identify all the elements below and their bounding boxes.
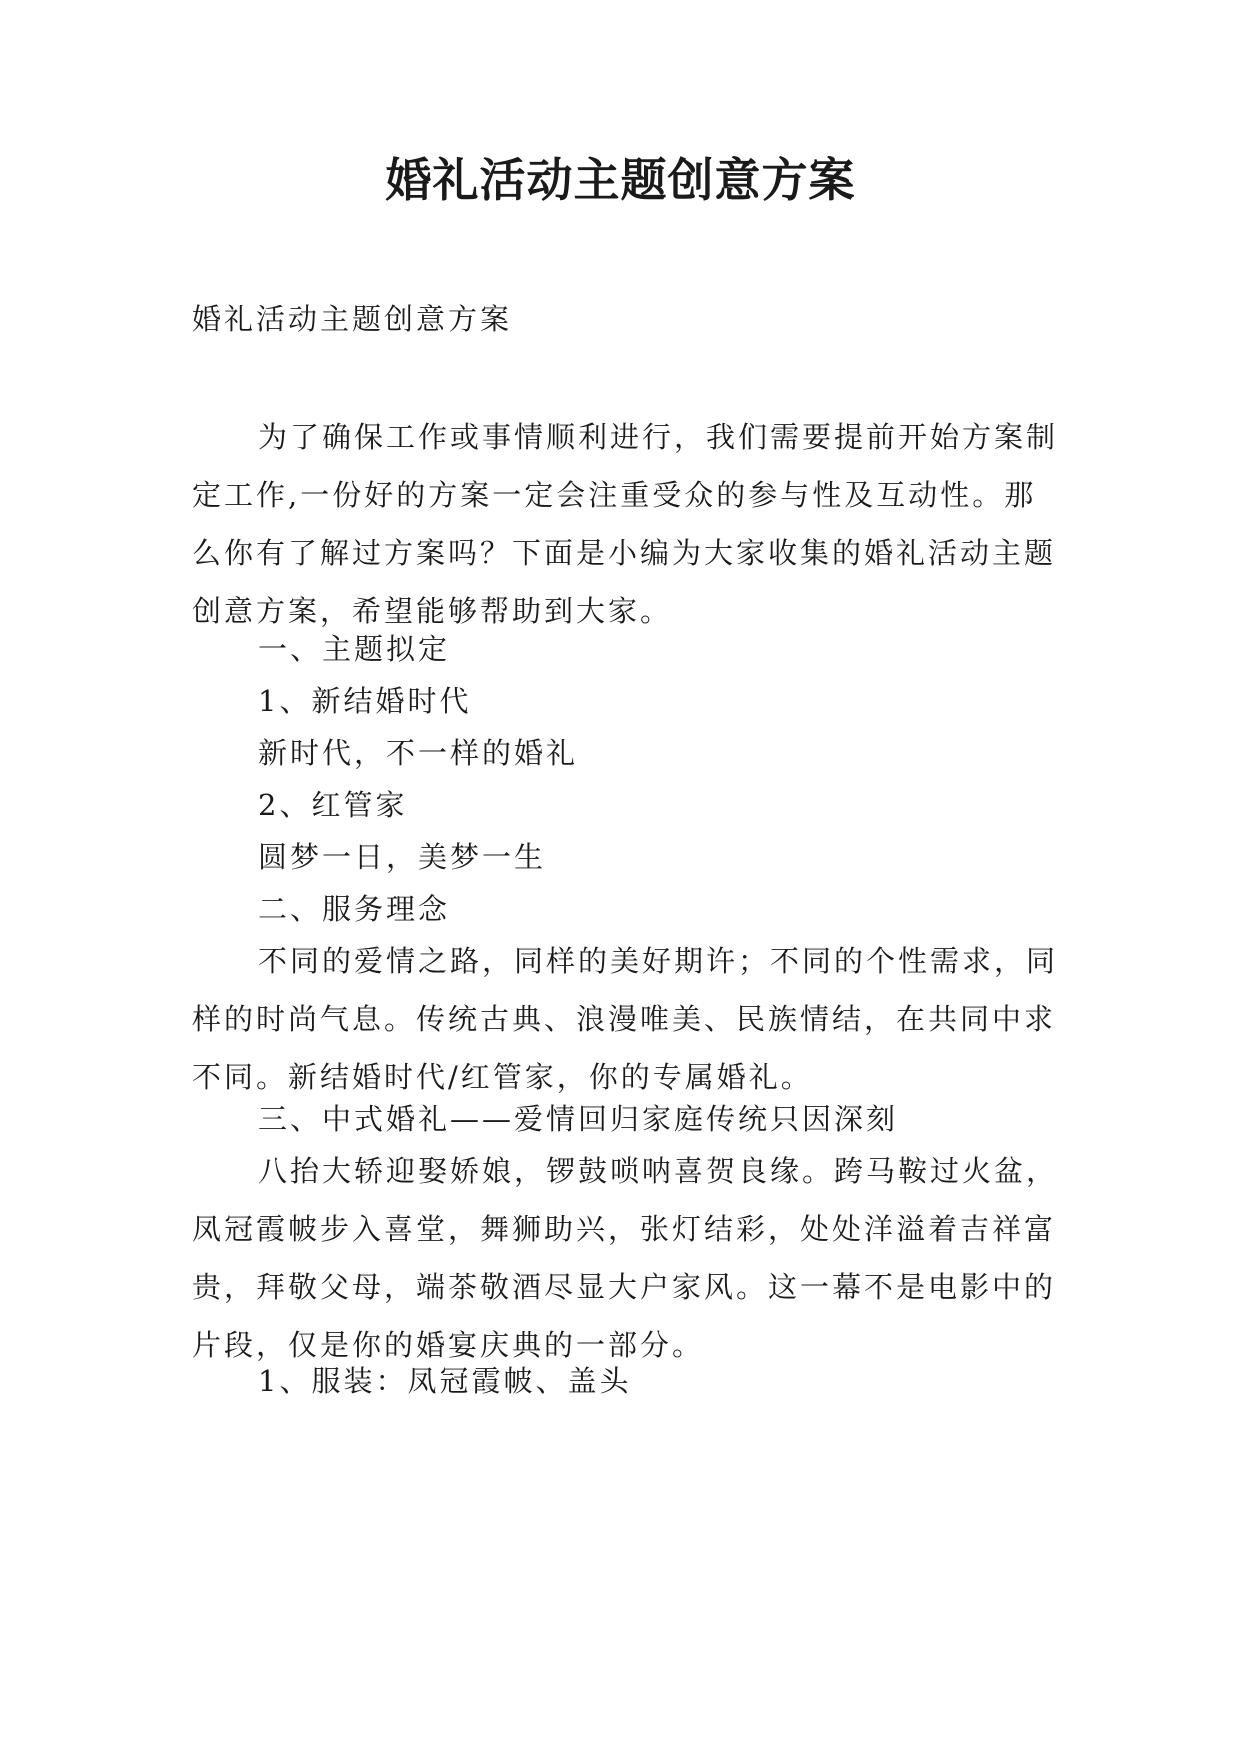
service-paragraph: 不同的爱情之路，同样的美好期许；不同的个性需求，同样的时尚气息。传统古典、浪漫唯美、民族情结，在共同中求不同。新结婚时代/红管家，你的专属婚礼。 <box>192 944 1059 1094</box>
theme-item-2-title: 2、红管家 <box>258 788 408 822</box>
section-heading-service: 二、服务理念 <box>258 892 451 926</box>
section-heading-theme: 一、主题拟定 <box>258 632 451 666</box>
theme-item-1-title: 1、新结婚时代 <box>258 684 472 718</box>
document-title: 婚礼活动主题创意方案 <box>385 153 856 207</box>
document-subtitle: 婚礼活动主题创意方案 <box>192 302 513 336</box>
theme-item-2-slogan: 圆梦一日，美梦一生 <box>258 840 547 874</box>
chinese-wedding-paragraph: 八抬大轿迎娶娇娘，锣鼓唢呐喜贺良缘。跨马鞍过火盆，凤冠霞帔步入喜堂，舞狮助兴，张灯结彩，处处洋溢着吉祥富贵，拜敬父母，端茶敬酒尽显大户家风。这一幕不是电影中的片段，仅是你的婚宴庆典的一部分。 <box>192 1154 1059 1362</box>
chinese-wedding-item-1: 1、服装：凤冠霞帔、盖头 <box>258 1364 632 1398</box>
section-heading-chinese-wedding: 三、中式婚礼——爱情回归家庭传统只因深刻 <box>258 1102 899 1136</box>
intro-paragraph: 为了确保工作或事情顺利进行，我们需要提前开始方案制定工作,一份好的方案一定会注重受众的参与性及互动性。那么你有了解过方案吗？下面是小编为大家收集的婚礼活动主题创意方案，希望能够帮助到大家。 <box>192 420 1059 628</box>
theme-item-1-slogan: 新时代，不一样的婚礼 <box>258 736 579 770</box>
